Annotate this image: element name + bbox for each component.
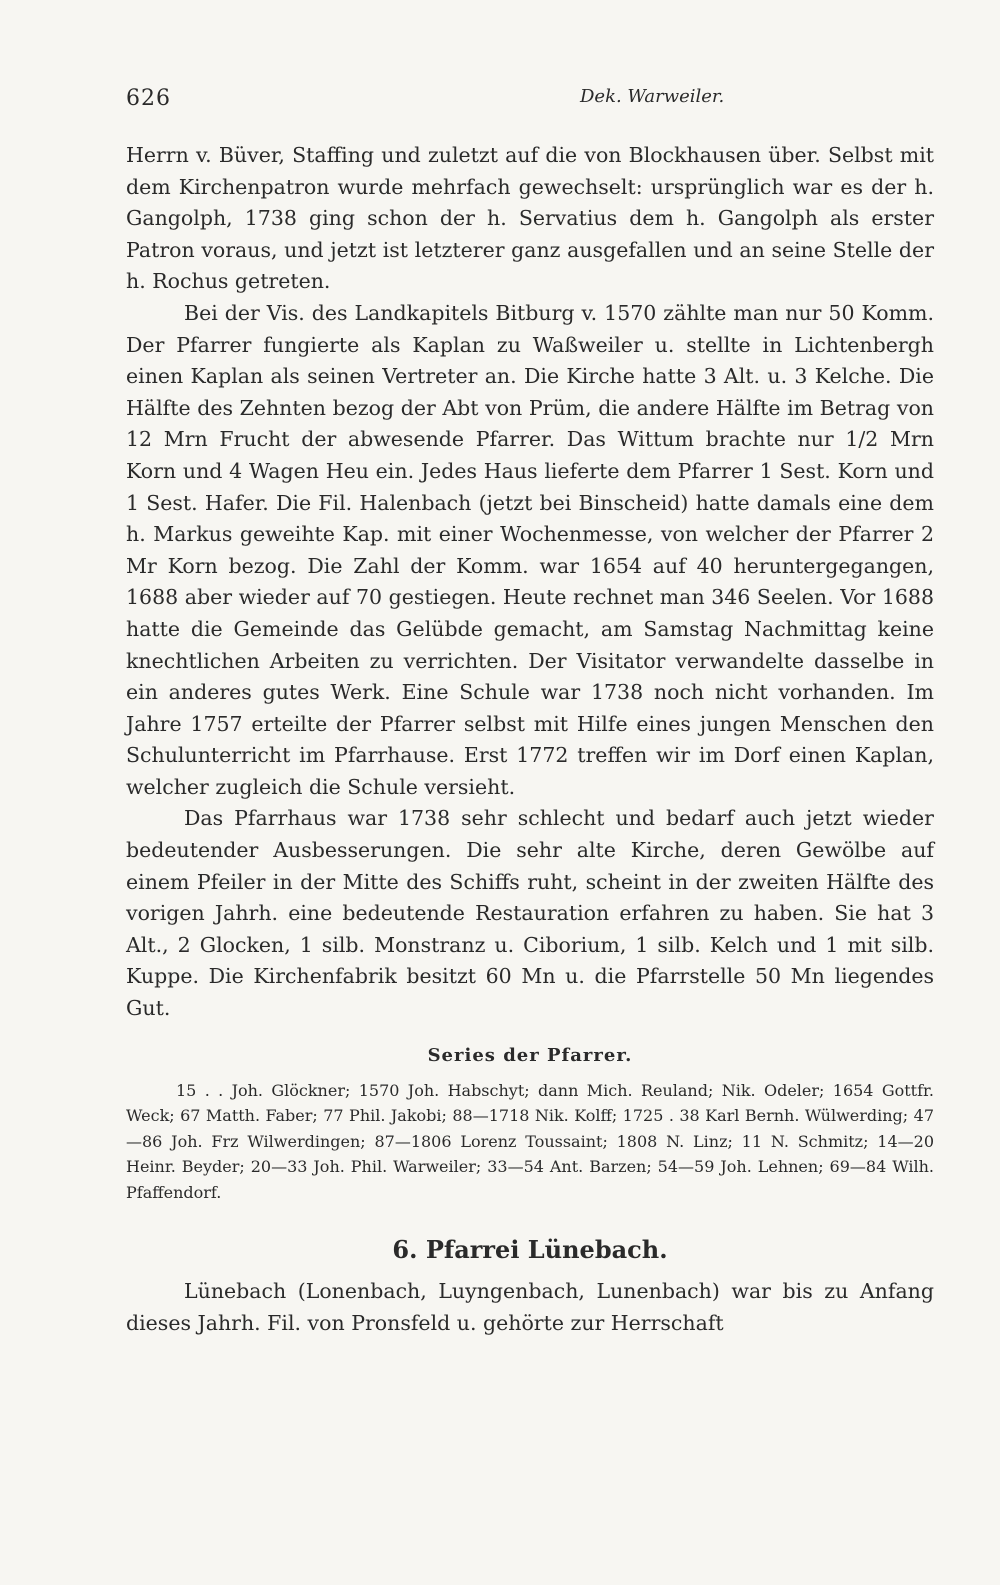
series-title: Series der Pfarrer. (427, 1044, 633, 1066)
page-number: 626 (126, 86, 171, 111)
running-head: Dek. Warweiler. (580, 86, 725, 107)
series-list: 15 . . Joh. Glöckner; 1570 Joh. Habschyt; dann Mich. Reuland; Nik. Odeler; 1654 Gottfr. Weck; 67 Matth. Faber; 77 Phil. Jakobi; 88—1718 Nik. Kolff; 1725 . 38 Karl Bernh. Wülwerding; 47—86 Joh. Frz Wilwerdingen; 87—1806 Lorenz Toussaint; 1808 N. Linz; 11 N. Schmitz; 14—20 Heinr. Beyder; 20—33 Joh. Phil. Warweiler; 33—54 Ant. Barzen; 54—59 Joh. Lehnen; 69—84 Wilh. Pfaffendorf. (126, 1080, 934, 1202)
page-body (126, 140, 934, 1339)
paragraph-3: Das Pfarrhaus war 1738 sehr schlecht und bedarf auch jetzt wieder bedeutender Ausbesserungen. Die sehr alte Kirche, deren Gewölbe auf einem Pfeiler in der Mitte des Schiffs ruht, scheint in der zweiten Hälfte des vorigen Jahrh. eine bedeutende Restauration erfahren zu haben. Sie hat 3 Alt., 2 Glocken, 1 silb. Monstranz u. Ciborium, 1 silb. Kelch und 1 mit silb. Kuppe. Die Kirchenfabrik besitzt 60 Mn u. die Pfarrstelle 50 Mn liegendes Gut. (126, 806, 934, 1021)
section-6-text: Lünebach (Lonenbach, Luyngenbach, Lunenbach) war bis zu Anfang dieses Jahrh. Fil. von Pronsfeld u. gehörte zur Herrschaft (126, 1279, 934, 1335)
page-header (126, 86, 934, 116)
section-6-title: 6. Pfarrei Lünebach. (392, 1235, 668, 1265)
paragraph-2: Bei der Vis. des Landkapitels Bitburg v. 1570 zählte man nur 50 Komm. Der Pfarrer fungierte als Kaplan zu Waßweiler u. stellte in Lichtenbergh einen Kaplan als seinen Vertreter an. Die Kirche hatte 3 Alt. u. 3 Kelche. Die Hälfte des Zehnten bezog der Abt von Prüm, die andere Hälfte im Betrag von 12 Mrn Frucht der abwesende Pfarrer. Das Wittum brachte nur 1/2 Mrn Korn und 4 Wagen Heu ein. Jedes Haus lieferte dem Pfarrer 1 Sest. Korn und 1 Sest. Hafer. Die Fil. Halenbach (jetzt bei Binscheid) hatte damals eine dem h. Markus geweihte Kap. mit einer Wochenmesse, von welcher der Pfarrer 2 Mr Korn bezog. Die Zahl der Komm. war 1654 auf 40 heruntergegangen, 1688 aber wieder auf 70 gestiegen. Heute rechnet man 346 Seelen. Vor 1688 hatte die Gemeinde das Gelübde gemacht, am Samstag Nachmittag keine knechtlichen Arbeiten zu verrichten. Der Visitator verwandelte dasselbe in ein anderes gutes Werk. Eine Schule war 1738 noch nicht vorhanden. Im Jahre 1757 erteilte der Pfarrer selbst mit Hilfe eines jungen Menschen den Schulunterricht im Pfarrhause. Erst 1772 treffen wir im Dorf einen Kaplan, welcher zugleich die Schule versieht. (126, 300, 934, 799)
paragraph-1: Herrn v. Büver, Staffing und zuletzt auf die von Blockhausen über. Selbst mit dem Kirchenpatron wurde mehrfach gewechselt: ursprünglich war es der h. Gangolph, 1738 ging schon der h. Servatius dem h. Gangolph als erster Patron voraus, und jetzt ist letzterer ganz ausgefallen und an seine Stelle der h. Rochus getreten. (126, 143, 934, 294)
